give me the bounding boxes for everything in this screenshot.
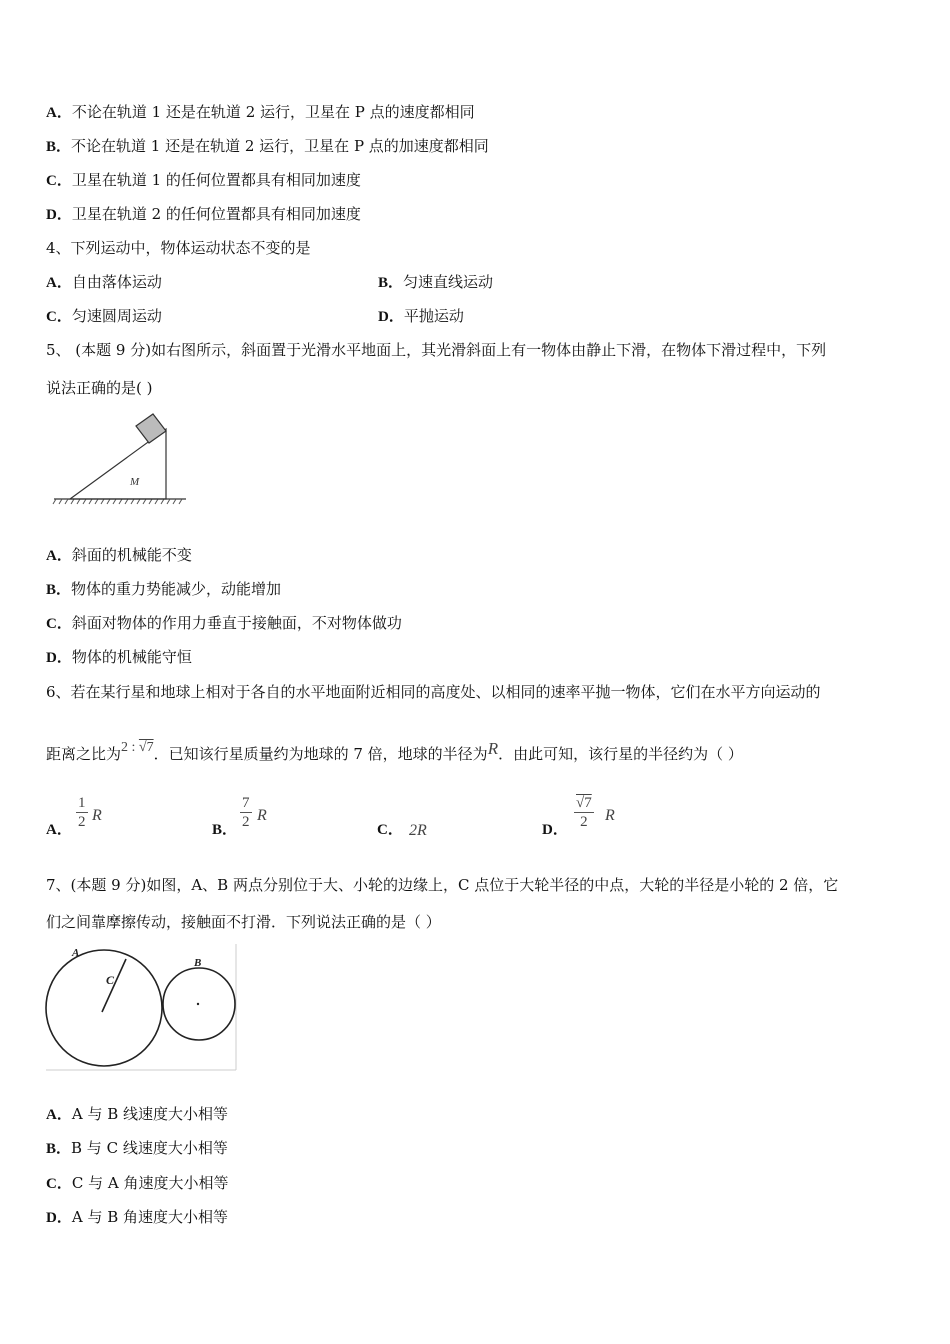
- q4-options-row-1: [46, 272, 162, 293]
- q6-option-b-label: B．: [212, 822, 238, 838]
- q5-stem-line-1: 5、 (本题 9 分)如右图所示，斜面置于光滑水平地面上，其光滑斜面上有一物体由静止下滑，在物体下滑过程中，下列: [46, 341, 827, 359]
- point-a-label: A: [72, 947, 80, 959]
- q5-option-b: B．物体的重力势能减少，动能增加: [46, 580, 282, 598]
- q6-option-a-symbol: R: [92, 807, 102, 824]
- q6-option-d-symbol: R: [605, 807, 615, 824]
- q6-stem-line-1: 6、若在某行星和地球上相对于各自的水平地面附近相同的高度处、以相同的速率平抛一物体，它们在水平方向运动的: [46, 683, 821, 701]
- wheels-figure: [44, 942, 240, 1074]
- q5-option-a: A．斜面的机械能不变: [46, 546, 192, 564]
- q4-option-c: C．匀速圆周运动: [46, 307, 162, 325]
- q6-radius-symbol: R: [487, 739, 499, 758]
- q7-option-a: A．A 与 B 线速度大小相等: [46, 1105, 229, 1123]
- q4-option-d: D．平抛运动: [378, 307, 464, 325]
- q7-stem-line-2: 们之间靠摩擦传动，接触面不打滑．下列说法正确的是（ ）: [46, 913, 441, 931]
- q4-stem: 4、下列运动中，物体运动状态不变的是: [46, 239, 311, 257]
- q3-option-a: A．不论在轨道 1 还是在轨道 2 运行，卫星在 P 点的速度都相同: [46, 103, 475, 121]
- q3-option-c: C．卫星在轨道 1 的任何位置都具有相同加速度: [46, 171, 361, 189]
- point-c-label: C: [106, 973, 115, 987]
- q4-option-a: A．自由落体运动: [46, 273, 162, 291]
- q7-stem-line-1: 7、(本题 9 分)如图，A、B 两点分别位于大、小轮的边缘上，C 点位于大轮半径的中点，大轮的半径是小轮的 2 倍，它: [46, 876, 839, 894]
- q3-option-d: D．卫星在轨道 2 的任何位置都具有相同加速度: [46, 205, 361, 223]
- q6-option-c-label: C．: [377, 822, 403, 838]
- q6-option-d-fraction: √7 2: [576, 795, 592, 830]
- q7-option-b: B．B 与 C 线速度大小相等: [46, 1139, 228, 1157]
- q5-option-c: C．斜面对物体的作用力垂直于接触面，不对物体做功: [46, 614, 402, 632]
- q3-option-b: B．不论在轨道 1 还是在轨道 2 运行，卫星在 P 点的加速度都相同: [46, 137, 489, 155]
- q6-option-a-label: A．: [46, 822, 72, 838]
- q6-option-c-value: 2R: [409, 822, 427, 839]
- incline-mass-label: M: [130, 476, 140, 488]
- q7-option-d: D．A 与 B 角速度大小相等: [46, 1208, 229, 1226]
- q6-stem-line-2: 距离之比为2 : √7．已知该行星质量约为地球的 7 倍，地球的半径为R．由此可知，该行星的半径约为（ ）: [46, 739, 743, 763]
- incline-figure: [50, 412, 190, 512]
- q6-option-d-label: D．: [542, 822, 568, 838]
- q6-option-b-fraction: 7 2: [242, 795, 250, 830]
- q6-option-b-symbol: R: [257, 807, 267, 824]
- q4-option-b: B．匀速直线运动: [378, 273, 494, 291]
- q6-ratio: 2 : √7: [121, 740, 154, 755]
- q5-stem-line-2: 说法正确的是( ): [46, 379, 153, 397]
- q6-option-a-fraction: 1 2: [78, 795, 86, 830]
- q5-option-d: D．物体的机械能守恒: [46, 648, 192, 666]
- q7-option-c: C．C 与 A 角速度大小相等: [46, 1174, 229, 1192]
- point-b-label: B: [194, 957, 202, 969]
